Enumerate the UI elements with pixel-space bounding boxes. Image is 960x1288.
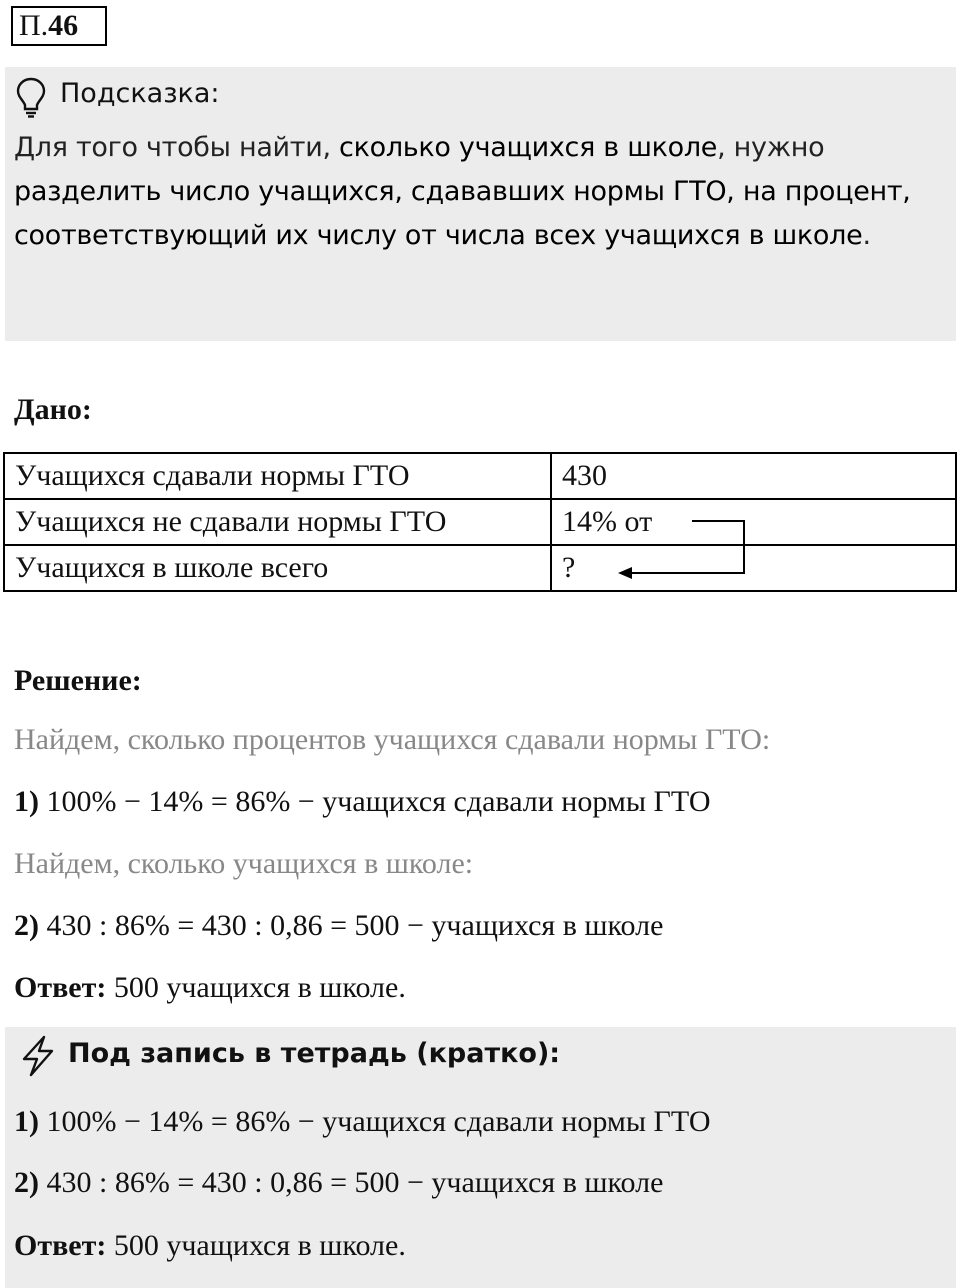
step-text: 430 : 86% = 430 : 0,86 = 500 − учащихся в школе [46, 909, 664, 942]
solution-step1 [14, 785, 710, 819]
solution-step1-intro: Найдем, сколько процентов учащихся сдавали нормы ГТО: [14, 723, 771, 756]
table-row [4, 545, 956, 591]
problem-prefix: П. [19, 9, 49, 42]
hint-text-bold2: разделить число учащихся, сдававших нормы ГТО, на процент, соответствующий их числу от числа всех учащихся в школе [14, 176, 911, 251]
given-heading: Дано: [14, 393, 92, 426]
table-row [4, 453, 956, 499]
step-number: 1) [14, 1105, 39, 1138]
solution-step2-intro: Найдем, сколько учащихся в школе: [14, 847, 474, 880]
notebook-step1 [14, 1105, 710, 1139]
hint-text-part1: Для того чтобы найти, [14, 132, 340, 163]
hint-text-part2: , нужно [717, 132, 825, 163]
step-number: 1) [14, 785, 39, 818]
step-text: 100% − 14% = 86% − учащихся сдавали нормы ГТО [46, 785, 711, 818]
lightning-icon [18, 1034, 58, 1078]
answer-text: 500 учащихся в школе. [113, 1229, 406, 1262]
notebook-title: Под запись в тетрадь (кратко): [68, 1038, 561, 1069]
answer-label: Ответ: [14, 971, 107, 1004]
table-cell-value: 430 [551, 453, 956, 499]
solution-answer [14, 971, 406, 1005]
problem-number: 46 [48, 9, 79, 42]
step-number: 2) [14, 1166, 39, 1199]
table-cell-value: 14% от [551, 499, 956, 545]
answer-label: Ответ: [14, 1229, 107, 1262]
step-text: 430 : 86% = 430 : 0,86 = 500 − учащихся в школе [46, 1166, 664, 1199]
step-number: 2) [14, 909, 39, 942]
table-cell-label: Учащихся сдавали нормы ГТО [4, 453, 551, 499]
notebook-step2 [14, 1166, 663, 1200]
problem-number-badge [11, 6, 107, 46]
lightbulb-icon [14, 76, 48, 118]
notebook-answer [14, 1229, 406, 1263]
table-cell-label: Учащихся в школе всего [4, 545, 551, 591]
table-row [4, 499, 956, 545]
step-text: 100% − 14% = 86% − учащихся сдавали нормы ГТО [46, 1105, 711, 1138]
table-cell-label: Учащихся не сдавали нормы ГТО [4, 499, 551, 545]
hint-text [14, 126, 949, 258]
hint-text-end: . [862, 220, 871, 251]
solution-heading: Решение: [14, 664, 142, 697]
solution-step2 [14, 909, 663, 943]
answer-text: 500 учащихся в школе. [113, 971, 406, 1004]
given-table [3, 452, 957, 592]
hint-text-bold1: сколько учащихся в школе [339, 132, 718, 163]
hint-title: Подсказка: [60, 78, 220, 109]
table-cell-value: ? [551, 545, 956, 591]
